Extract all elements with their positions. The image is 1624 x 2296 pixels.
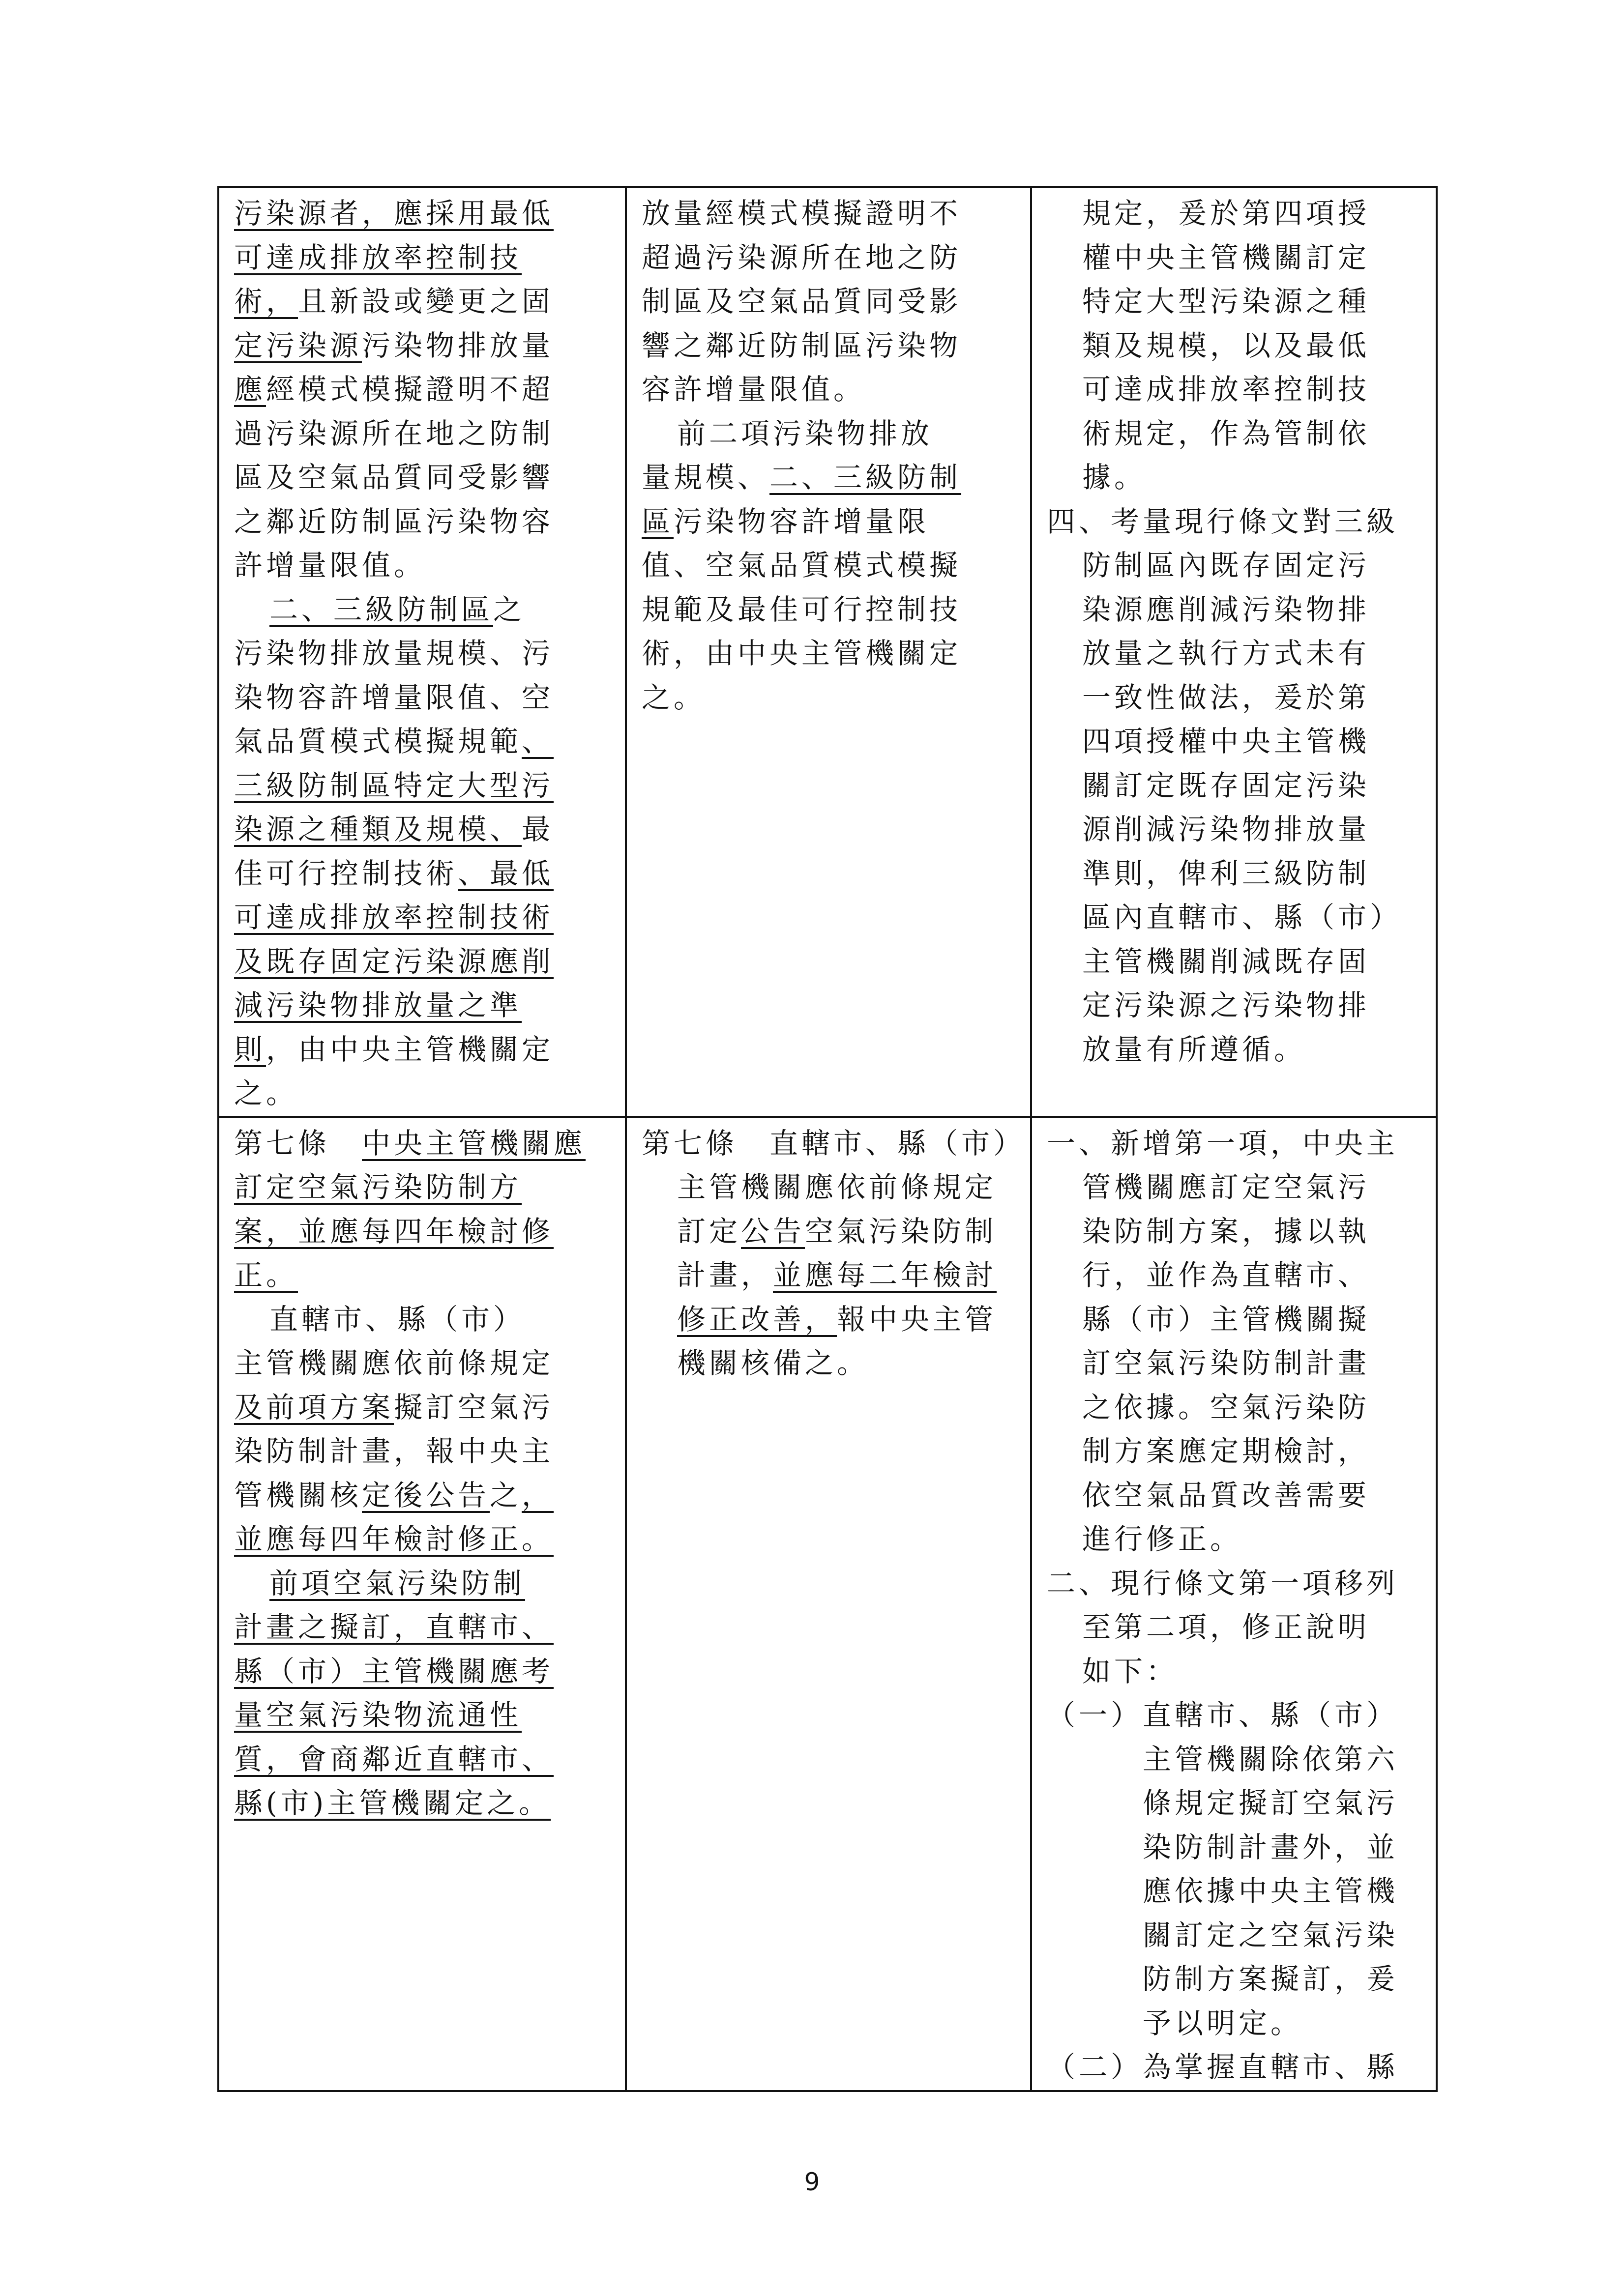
text-segment: 且新設或變更之固 — [298, 285, 554, 318]
underlined-text: 正。 — [234, 1258, 298, 1292]
text-segment: 機關核備之。 — [677, 1346, 869, 1380]
text-segment: 進行修正。 — [1082, 1522, 1242, 1556]
text-line — [642, 324, 1015, 368]
text-segment: 權中央主管機關訂定 — [1082, 240, 1370, 274]
text-line — [1047, 280, 1421, 324]
cell-current-text — [626, 1117, 1031, 2091]
text-line — [234, 1517, 610, 1562]
underlined-text: 計畫之擬訂，直轄市、 — [234, 1610, 554, 1644]
text-segment: 依空氣品質改善需要 — [1082, 1478, 1370, 1512]
text-line — [234, 588, 610, 632]
text-line — [234, 1429, 610, 1474]
text-line — [1047, 896, 1421, 940]
text-line — [1047, 676, 1421, 720]
text-line — [1047, 720, 1421, 764]
text-segment: 過污染源所在地之防制 — [234, 416, 554, 450]
underlined-text: 、 — [522, 725, 554, 758]
text-segment: 管機關應訂定空氣污 — [1082, 1170, 1370, 1204]
page-number: 9 — [804, 2168, 820, 2196]
text-line — [642, 1165, 1015, 1210]
cell-amended-text — [218, 187, 626, 1117]
text-segment: 染物容許增量限值、空 — [234, 680, 554, 714]
underlined-text: 染源之種類及規模、 — [234, 813, 522, 846]
text-line — [234, 1028, 610, 1072]
text-segment: 術規定，作為管制依 — [1082, 416, 1370, 450]
text-segment: 訂定 — [677, 1214, 741, 1248]
text-line — [1047, 412, 1421, 456]
text-segment: 超過污染源所在地之防 — [642, 240, 962, 274]
text-line — [1047, 940, 1421, 984]
text-line — [234, 1781, 610, 1826]
underlined-text: 可達成排放率控制技 — [234, 240, 522, 274]
text-line — [1047, 1386, 1421, 1430]
text-segment: 規範及最佳可行控制技 — [642, 592, 962, 626]
underlined-text: 污染源者，應採用最低 — [234, 197, 554, 230]
underlined-text: ， — [522, 1478, 554, 1512]
text-line — [642, 412, 1015, 456]
cell-explanation — [1031, 187, 1437, 1117]
text-line — [234, 544, 610, 588]
underlined-text: 縣（市）主管機關應考 — [234, 1654, 554, 1688]
text-segment: 行，並作為直轄市、 — [1082, 1258, 1370, 1292]
text-line — [642, 1122, 1026, 1166]
text-segment: （二）為掌握直轄市、縣 — [1047, 2050, 1399, 2084]
text-line — [234, 808, 610, 852]
text-segment: 放量有所遵循。 — [1082, 1032, 1306, 1066]
text-line — [234, 1341, 610, 1386]
underlined-text: 量空氣污染物流通性 — [234, 1698, 522, 1732]
text-segment: 放量經模式模擬證明不 — [642, 197, 962, 230]
text-segment: 佳可行控制技術 — [234, 856, 458, 890]
cell-amended-text — [218, 1117, 626, 2091]
text-line — [234, 1253, 610, 1298]
text-segment: 之鄰近防制區污染物容 — [234, 504, 554, 538]
text-line — [642, 236, 1015, 280]
text-segment: 規定，爰於第四項授 — [1082, 197, 1370, 230]
text-line — [642, 632, 1015, 676]
text-segment: （一）直轄市、縣（市） — [1047, 1698, 1399, 1732]
underlined-text: 前項空氣污染防制 — [269, 1566, 526, 1600]
text-line — [234, 984, 610, 1028]
text-segment: 容許增量限值。 — [642, 373, 866, 406]
text-segment: 最 — [522, 813, 554, 846]
text-segment: 二、現行條文第一項移列 — [1047, 1566, 1399, 1600]
text-line — [1047, 1122, 1421, 1166]
text-line — [234, 676, 610, 720]
text-segment: 主管機關除依第六 — [1143, 1742, 1399, 1776]
text-line — [1047, 632, 1421, 676]
text-line — [642, 1253, 1015, 1298]
text-line — [1047, 456, 1421, 500]
text-line — [234, 764, 610, 808]
text-line — [1047, 1253, 1421, 1298]
underlined-text: 二、三級防制區 — [269, 592, 494, 626]
text-line — [234, 852, 610, 896]
comparison-table — [217, 186, 1438, 2092]
text-segment: 之 — [493, 592, 526, 626]
text-line — [234, 1562, 610, 1606]
text-line — [1047, 1781, 1421, 1826]
text-line — [1047, 192, 1421, 236]
text-segment: 之。 — [642, 680, 706, 714]
text-segment: 主管機關削減既存固 — [1082, 944, 1370, 978]
text-segment: 定污染源之污染物排 — [1082, 988, 1370, 1022]
text-line — [1047, 1605, 1421, 1650]
text-line — [1047, 1869, 1421, 1914]
text-line — [234, 324, 610, 368]
text-segment: 訂空氣污染防制計畫 — [1082, 1346, 1370, 1380]
text-line — [234, 1474, 610, 1518]
text-segment: 前二項污染物排放 — [677, 416, 933, 450]
text-line — [234, 1738, 610, 1782]
underlined-text: 應 — [234, 373, 266, 406]
text-segment: 關訂定既存固定污染 — [1082, 768, 1370, 802]
text-segment: 第七條 直轄市、縣（市） — [642, 1126, 1026, 1160]
text-segment: 之 — [490, 1478, 522, 1512]
text-segment: 準則，俾利三級防制 — [1082, 856, 1370, 890]
text-line — [642, 368, 1015, 412]
text-line — [1047, 1341, 1421, 1386]
underlined-text: 術， — [234, 285, 298, 318]
text-segment: 特定大型污染源之種 — [1082, 285, 1370, 318]
text-segment: 一、新增第一項，中央主 — [1047, 1126, 1399, 1160]
text-line — [1047, 544, 1421, 588]
text-segment: 四項授權中央主管機 — [1082, 725, 1370, 758]
text-segment: 主管機關應依前條規定 — [677, 1170, 997, 1204]
text-segment: 氣品質模式模擬規範 — [234, 725, 522, 758]
text-segment: 直轄市、縣（市） — [269, 1302, 526, 1336]
underlined-text: 定後公告 — [362, 1478, 490, 1512]
text-line — [1047, 1826, 1421, 1870]
table-body — [218, 187, 1437, 2091]
text-segment: 防制方案擬訂，爰 — [1143, 1962, 1399, 1996]
text-line — [234, 1386, 610, 1430]
text-line — [234, 632, 610, 676]
text-line — [1047, 1914, 1421, 1958]
text-segment: 應依據中央主管機 — [1143, 1874, 1399, 1908]
text-line — [642, 544, 1015, 588]
text-segment: 量規模、 — [642, 461, 770, 494]
text-line — [234, 1072, 610, 1116]
text-line — [642, 1298, 1015, 1342]
text-line — [234, 1122, 610, 1166]
text-segment: 主管機關應依前條規定 — [234, 1346, 554, 1380]
text-segment: 據。 — [1082, 461, 1147, 494]
text-line — [1047, 808, 1421, 852]
text-line — [1047, 1210, 1421, 1254]
text-segment: 污染物容許增量限 — [674, 504, 930, 538]
text-line — [642, 1341, 1015, 1386]
text-line — [642, 500, 1015, 544]
text-line — [1047, 2002, 1421, 2046]
text-segment: 術，由中央主管機關定 — [642, 637, 962, 670]
text-segment: 類及規模，以及最低 — [1082, 328, 1370, 362]
text-segment: 污染物排放量 — [362, 328, 554, 362]
underlined-text: 並應每四年檢討修正。 — [234, 1522, 554, 1556]
underlined-text: 縣(市)主管機關定之。 — [234, 1786, 551, 1820]
text-segment: 管機關核 — [234, 1478, 362, 1512]
text-line — [1047, 236, 1421, 280]
text-segment: 區及空氣品質同受影響 — [234, 461, 554, 494]
text-line — [642, 588, 1015, 632]
text-line — [234, 1298, 610, 1342]
text-line — [1047, 764, 1421, 808]
underlined-text: 修正改善， — [677, 1302, 837, 1336]
text-line — [642, 192, 1015, 236]
text-segment: 源削減污染物排放量 — [1082, 813, 1370, 846]
text-line — [642, 456, 1015, 500]
text-line — [1047, 500, 1421, 544]
text-segment: 之。 — [234, 1076, 298, 1110]
text-segment: 擬訂空氣污 — [394, 1390, 554, 1424]
text-line — [234, 280, 610, 324]
underlined-text: 及前項方案 — [234, 1390, 394, 1424]
underlined-text: 並應每二年檢討 — [773, 1258, 997, 1292]
text-segment: 條規定擬訂空氣污 — [1143, 1786, 1399, 1820]
text-line — [1047, 588, 1421, 632]
table-row — [218, 187, 1437, 1117]
text-segment: 計畫， — [677, 1258, 773, 1292]
text-line — [234, 368, 610, 412]
underlined-text: 減污染物排放量之準 — [234, 988, 522, 1022]
text-line — [234, 1165, 610, 1210]
underlined-text: 則 — [234, 1032, 266, 1066]
text-segment: 一致性做法，爰於第 — [1082, 680, 1370, 714]
text-segment: 染防制計畫外，並 — [1143, 1830, 1399, 1864]
text-line — [1047, 1562, 1421, 1606]
text-segment: 空氣污染防制 — [805, 1214, 997, 1248]
text-segment: 染防制方案，據以執 — [1082, 1214, 1370, 1248]
text-line — [1047, 1429, 1421, 1474]
text-line — [642, 1210, 1015, 1254]
text-segment: 經模式模擬證明不超 — [266, 373, 554, 406]
text-segment: 關訂定之空氣污染 — [1143, 1918, 1399, 1952]
underlined-text: 案，並應每四年檢討修 — [234, 1214, 554, 1248]
text-line — [1047, 1693, 1421, 1738]
text-line — [1047, 852, 1421, 896]
text-segment: 響之鄰近防制區污染物 — [642, 328, 962, 362]
underlined-text: 中央主管機關應 — [362, 1126, 586, 1160]
text-line — [234, 1210, 610, 1254]
text-segment: 至第二項，修正說明 — [1082, 1610, 1370, 1644]
text-line — [1047, 1738, 1421, 1782]
text-line — [234, 456, 610, 500]
text-line — [1047, 1517, 1421, 1562]
text-line — [1047, 1028, 1421, 1072]
text-line — [1047, 1650, 1421, 1694]
text-line — [234, 720, 610, 764]
table-row — [218, 1117, 1437, 2091]
text-segment: 如下： — [1082, 1654, 1179, 1688]
text-line — [234, 192, 610, 236]
text-line — [234, 896, 610, 940]
text-line — [1047, 324, 1421, 368]
text-segment: 第七條 — [234, 1126, 362, 1160]
text-line — [234, 500, 610, 544]
text-segment: 許增量限值。 — [234, 549, 426, 582]
text-segment: 報中央主管 — [837, 1302, 997, 1336]
underlined-text: 公告 — [741, 1214, 805, 1248]
underlined-text: 二、三級防制 — [769, 461, 962, 494]
text-segment: 染防制計畫，報中央主 — [234, 1434, 554, 1468]
text-segment: ，由中央主管機關定 — [266, 1032, 554, 1066]
text-segment: 予以明定。 — [1143, 2006, 1303, 2040]
text-line — [1047, 1474, 1421, 1518]
text-line — [1047, 984, 1421, 1028]
underlined-text: 可達成排放率控制技術 — [234, 901, 554, 934]
text-line — [234, 1650, 610, 1694]
text-line — [642, 280, 1015, 324]
underlined-text: 區 — [642, 504, 674, 538]
underlined-text: 三級防制區特定大型污 — [234, 768, 554, 802]
text-line — [1047, 1957, 1421, 2002]
text-segment: 值、空氣品質模式模擬 — [642, 549, 962, 582]
text-line — [234, 236, 610, 280]
text-segment: 防制區內既存固定污 — [1082, 549, 1370, 582]
underlined-text: 、最低 — [458, 856, 554, 890]
text-line — [234, 1605, 610, 1650]
text-line — [234, 412, 610, 456]
text-segment: 四、考量現行條文對三級 — [1047, 504, 1399, 538]
text-segment: 可達成排放率控制技 — [1082, 373, 1370, 406]
underlined-text: 質，會商鄰近直轄市、 — [234, 1742, 554, 1776]
text-line — [1047, 1298, 1421, 1342]
text-line — [642, 676, 1015, 720]
text-line — [234, 1693, 610, 1738]
text-segment: 縣（市）主管機關擬 — [1082, 1302, 1370, 1336]
underlined-text: 訂定空氣污染防制方 — [234, 1170, 522, 1204]
text-segment: 染源應削減污染物排 — [1082, 592, 1370, 626]
cell-current-text — [626, 187, 1031, 1117]
text-segment: 污染物排放量規模、污 — [234, 637, 554, 670]
underlined-text: 及既存固定污染源應削 — [234, 944, 554, 978]
cell-explanation — [1031, 1117, 1437, 2091]
text-segment: 之依據。空氣污染防 — [1082, 1390, 1370, 1424]
text-line — [1047, 368, 1421, 412]
text-segment: 放量之執行方式未有 — [1082, 637, 1370, 670]
text-line — [1047, 1165, 1421, 1210]
text-segment: 區內直轄市、縣（市） — [1082, 901, 1402, 934]
underlined-text: 定污染源 — [234, 328, 362, 362]
text-line — [1047, 2045, 1421, 2090]
text-segment: 制區及空氣品質同受影 — [642, 285, 962, 318]
text-line — [234, 940, 610, 984]
text-segment: 制方案應定期檢討， — [1082, 1434, 1370, 1468]
